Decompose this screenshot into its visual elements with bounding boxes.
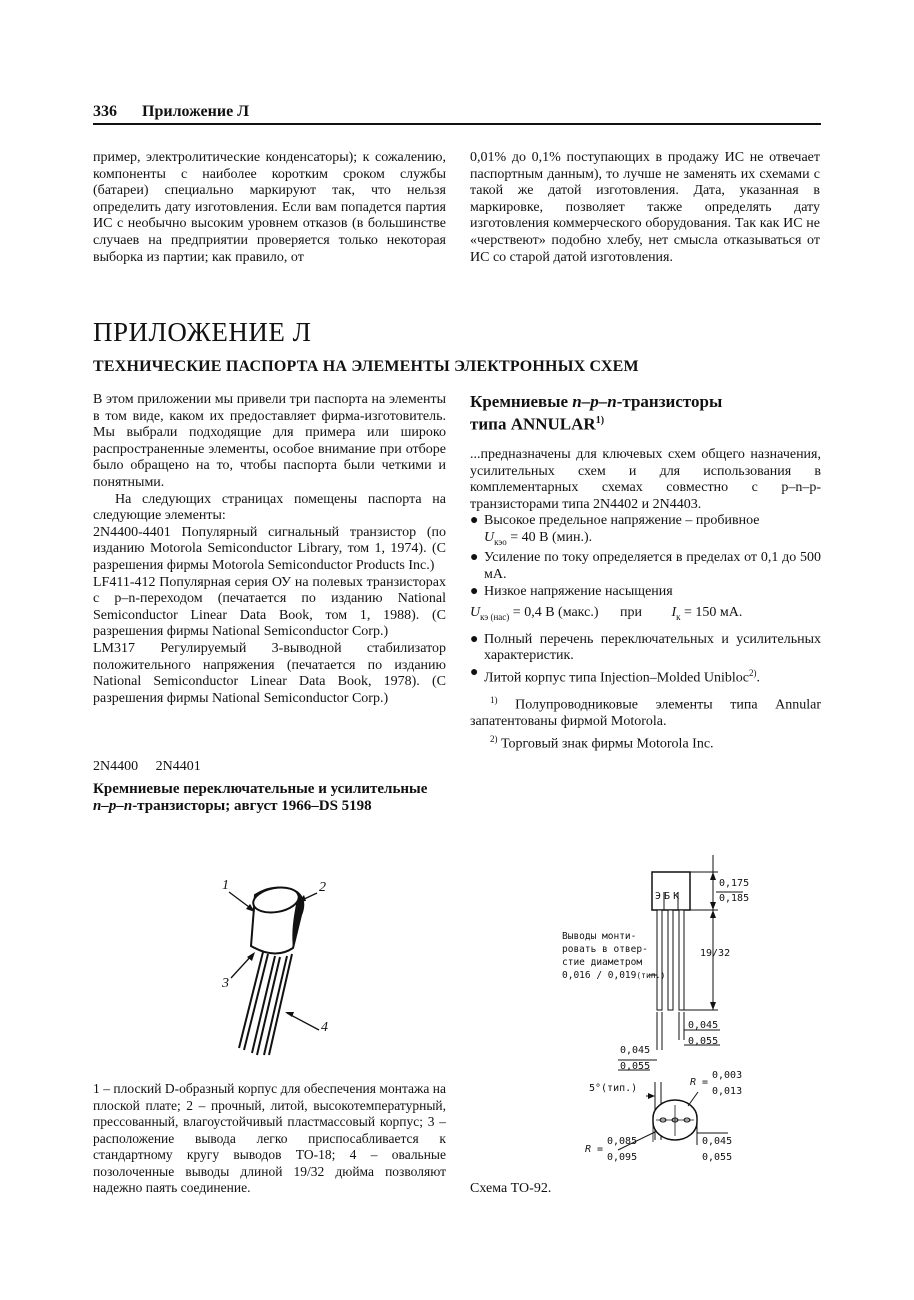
top-right-paragraph: 0,01% до 0,1% поступающих в продажу ИС не отвечает паспортным данным), то лучше не заменять их схемами с такой же датой изготовления. Дата, указанная в маркировке, позволяет также определять дату изготовления коммерческого оборудования. Так как ИС не «черствеют» подобно хлебу, нет смысла отказываться от ИС со старой датой изготовления.	[470, 150, 820, 265]
dim-height: 0,175 0,185	[719, 878, 750, 904]
appendix-subtitle: ТЕХНИЧЕСКИЕ ПАСПОРТА НА ЭЛЕМЕНТЫ ЭЛЕКТРОННЫХ СХЕМ	[93, 358, 639, 375]
dim-radius-label: R =	[690, 1077, 709, 1088]
part-number: 2N4401	[155, 759, 201, 774]
dim-radius2: 0,085 0,095	[607, 1136, 638, 1163]
dim-lead-spacing: 0,045 0,055	[688, 1020, 719, 1047]
running-title: Приложение Л	[142, 103, 250, 120]
intro-column	[93, 392, 446, 707]
figure-label: 3	[222, 976, 229, 991]
footnotes	[470, 692, 821, 753]
dim-angle: 5°(тип.)	[589, 1083, 638, 1094]
annular-description: ...предназначены для ключевых схем общего назначения, усилительных схем и для использования в комплементарных схемах совместно с p–n–p-транзисторами типа 2N4402 и 2N4403.	[470, 447, 821, 512]
part-number: 2N4400	[93, 759, 139, 774]
ref-item: LF411-412 Популярная серия ОУ на полевых транзисторах с p–n-переходом (печатается по изданию National Semiconductor Linear Data Book, том 1, 1988). (С разрешения фирмы National Semiconductor Corp.)	[93, 574, 446, 640]
bullet-item: ● Низкое напряжение насыщения	[470, 583, 673, 599]
bullet-item: ● Высокое предельное напряжение – пробивное $U_{кэо} = 40$ В (мин.).	[470, 513, 760, 547]
figure-label: 4	[321, 1020, 328, 1035]
top-left-paragraph: пример, электролитические конденсаторы); к сожалению, компоненты с наиболее коротким сроком службы (батареи) специально маркируют так, что нельзя определить дату изготовления. Если вам попадется партия ИС с необычно высоким уровнем отказов (в большинстве случаев на предприятии проверяется только некоторая выборка из партии; как правило, от	[93, 150, 446, 265]
bullet-item: ● Полный перечень переключательных и усилительных характеристик.	[470, 631, 821, 664]
saturation-formula: $U_{кэ (нас)} = 0,4$ В (макс.) при $I_к = 150$ мА.	[470, 605, 743, 622]
pin-label: Б	[664, 891, 674, 902]
figure-label: 1	[222, 878, 229, 893]
header-rule	[93, 123, 821, 125]
pin-labels	[655, 891, 682, 902]
dim-radius2-label: R =	[585, 1144, 604, 1155]
annular-heading: Кремниевые n–p–n-транзисторы типа ANNULAR$^{1)}$	[470, 392, 723, 434]
bullet-item: ● Усиление по току определяется в пределах от 0,1 до 500 мА.	[470, 550, 821, 582]
dim-length: 19/32	[700, 948, 731, 959]
mounting-note: Выводы монти- ровать в отвер- стие диаметром 0,016 / 0,019(тип.)	[562, 931, 666, 981]
ref-item: 2N4400-4401 Популярный сигнальный транзистор (по изданию Motorola Semiconductor Library, том 1, 1974). (С разрешения фирмы Motorola Semiconductor Products Inc.)	[93, 524, 446, 573]
transistor-drawing	[205, 870, 355, 1070]
dim-lead-width: 0,045 0,055	[620, 1045, 651, 1072]
footnote: $^{1)}$ Полупроводниковые элементы типа Annular запатентованы фирмой Motorola.	[470, 695, 821, 730]
bullet-item: ● Литой корпус типа Injection–Molded Unibloc$^{2)}$.	[470, 664, 760, 686]
outline-caption: Схема ТО-92.	[470, 1181, 552, 1196]
datasheet-title: Кремниевые переключательные и усилительные n–p–n-транзисторы; август 1966–DS 5198	[93, 781, 428, 814]
figure-label: 2	[319, 880, 326, 895]
annular-body	[470, 447, 821, 687]
intro-paragraph: В этом приложении мы привели три паспорта на элементы в том виде, каком их предоставляет фирма-изготовитель. Мы выбрали подходящие для примера или широко распространенные элементы, особое внимание при отборе было обращено на то, чтобы паспорта были четкими и понятными.	[93, 392, 446, 490]
dim-radius: 0,003 0,013	[712, 1070, 743, 1097]
appendix-title: ПРИЛОЖЕНИЕ Л	[93, 317, 312, 347]
part-numbers	[93, 759, 201, 776]
pin-label: К	[673, 891, 683, 902]
figure-caption: 1 – плоский D-образный корпус для обеспечения монтажа на плоской плате; 2 – прочный, литой, высокотемпературный, прессованный, влагоустойчивый пластмассовый корпус; 3 – расположение вывода легко приспосабливается к стандартному кругу выводов ТО-18; 4 – овальные позолоченные выводы длиной 19/32 дюйма позволяют надежно паять соединение.	[93, 1081, 446, 1195]
dim-bottom: 0,045 0,055	[702, 1136, 733, 1163]
intro-paragraph-2: На следующих страницах помещены паспорта на следующие элементы:	[93, 491, 446, 524]
footnote: $^{2)}$ Торговый знак фирмы Motorola Inc.	[490, 733, 714, 752]
page-number: 336	[93, 103, 117, 120]
ref-item: LM317 Регулируемый 3-выводной стабилизатор положительного напряжения (печатается по изданию National Semiconductor Linear Data Book, 1978). (С разрешения фирмы National Semiconductor Corp.)	[93, 640, 446, 706]
pin-label: Э	[655, 891, 665, 902]
